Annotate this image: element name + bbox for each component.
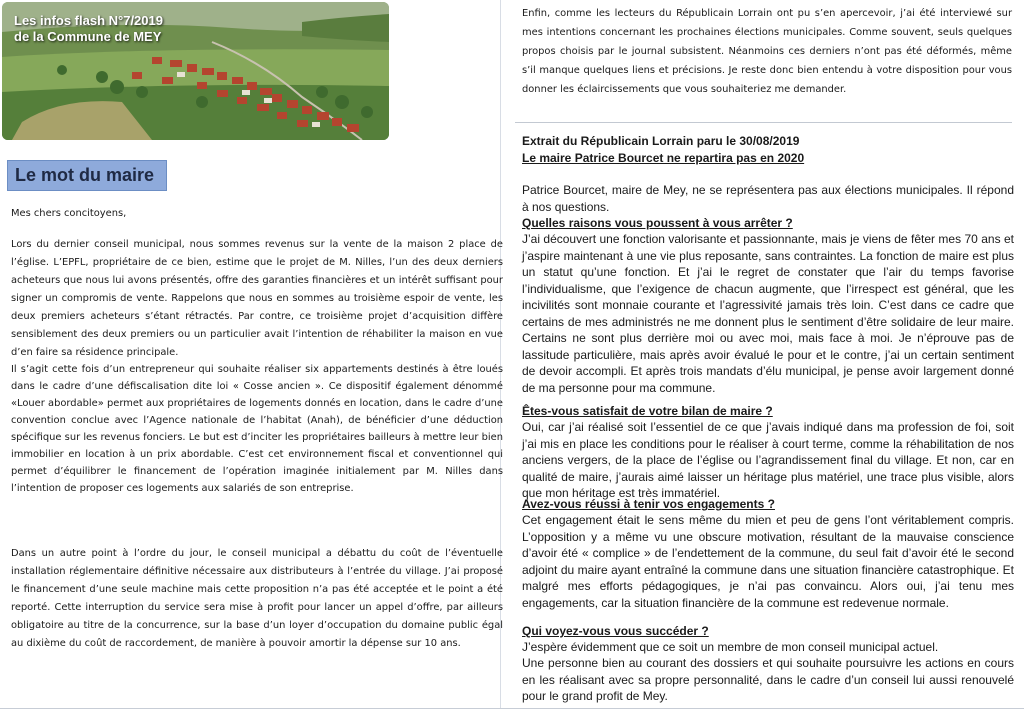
paragraph-maison-eglise: Lors du dernier conseil municipal, nous sommes revenus sur la vente de la maison 2 place de l’église. L’EPFL, propriétaire de ce bien, estime que le projet de M. Nilles, l’un des deux derniers acheteurs que nous lui avons présentés, offre des garanties financières et un intérêt suffisant pour signer un compromis de vente. Rappelons que nous en sommes au troisième espoir de vente, les deux premiers acheteurs s’étant rétractés. Par contre, ce troisième projet d’acquisition diffère sensiblement des deux premiers ou un particulier avait l’intention de réhabiliter la maison en vue d’en faire sa résidence principale. [11,239,503,358]
answer-engagements: Cet engagement était le sens même du mien et peu de gens l’ont véritablement compris. L’opposition y a même vu une obscure motivation, résultant de la mauvaise conscience d’avoir été « complice » de l’endettement de la commune, du seul fait d’avoir été le second adjoint du maire ayant entraîné la commune dans une situation financière catastrophique. Et malgré mes efforts pédagogiques, je n’ai pas convaincu. Alors oui, j’ai tenu mes engagements, car la situation financière de la commune est redevenue normale. [522,513,1014,610]
article-source: Extrait du Républicain Lorrain paru le 30/08/2019 [522,134,800,148]
newsletter-title-line1: Les infos flash N°7/2019 [14,13,163,28]
newsletter-title-line2: de la Commune de MEY [14,29,162,44]
article-headline: Le maire Patrice Bourcet ne repartira pas en 2020 [522,151,805,165]
interview-intro: Enfin, comme les lecteurs du Républicain Lorrain ont pu s’en apercevoir, j’ai été interviewé sur mes intentions concernant les prochaines élections municipales. Comme souvent, seuls quelques propos choisis par le journal subsistent. Néanmoins ces derniers n’ont pas été déformés, même s’il manque quelques liens et précisions. Je reste donc bien entendu à votre disposition pour vous donner les éclaircissements que vous souhaiteriez me demander. [522,8,1012,95]
question-engagements: Avez-vous réussi à tenir vos engagements ? [522,497,775,511]
section-title-box [7,160,167,191]
village-aerial-photo [2,2,389,140]
answer-raisons: J’ai découvert une fonction valorisante et passionnante, mais je viens de fêter mes 70 ans et j’aspire maintenant à une vie plus reposante, sans contraintes. La fonction de maire est plus un statut qu’une fonction. Et j’ai le regret de constater que l’air du temps favorise l’individualisme, que l’exigence de chacun augmente, que l’irrespect est général, que les incivilités sont monnaie courante et l’agressivité jamais très loin. C’est dans ce cadre que certains de mes administrés ne me donnent plus le sentiment d’être solidaire de leur maire. Certains ne sont plus derrière moi ou avec moi, mais face à moi. Je n’éprouve pas de lassitude particulière, mais après avoir évalué le pour et le contre, j’ai un certain sentiment de devoir accompli. Et après trois mandats d’élu municipal, je pense avoir largement donné de ma personne pour ma commune. [522,232,1014,395]
newsletter-title [14,13,163,45]
question-succession: Qui voyez-vous vous succéder ? [522,624,709,638]
section-title: Le mot du maire [15,165,155,185]
article-lead: Patrice Bourcet, maire de Mey, ne se représentera pas aux élections municipales. Il répond à nos questions. [522,183,1014,214]
answer-succession-1: J’espère évidemment que ce soit un membre de mon conseil municipal actuel. [522,640,939,654]
answer-bilan: Oui, car j’ai réalisé soit l’essentiel de ce que j’avais indiqué dans ma profession de foi, soit j’ai mis en place les conditions pour le réaliser à court terme, comme la réhabilitation de nos anciens vergers, de la place de l’église ou l’agrandissement final du village. Et non, car en qualité de maire, j’aurais aimé laisser un héritage plus matériel, une trace plus visible, alors que mon héritage est très immatériel. [522,420,1014,500]
greeting: Mes chers concitoyens, [11,208,127,219]
paragraph-loi-cosse: Il s’agit cette fois d’un entrepreneur qui souhaite réaliser six appartements destinés à être loués dans le cadre d’une défiscalisation dite loi « Cosse ancien ». Ce dispositif également dénommé «Louer abordable» permet aux propriétaires de logements donnés en location, dans le cadre d’une convention conclue avec l’Agence nationale de l’habitat (Anah), de bénéficier d’une déduction spécifique sur les revenus fonciers. Le but est d’inciter les propriétaires bailleurs à mettre leur bien immobilier en location à un prix abordable. C’est cet environnement fiscal et conventionnel qui permet d’équilibrer le financement de l’opération imaginée initialement par M. Nilles dans l’intention de proposer ces logements aux salariés de son entreprise. [11,364,503,494]
right-separator [515,122,1012,123]
paragraph-distributeurs: Dans un autre point à l’ordre du jour, le conseil municipal a débattu du coût de l’éventuelle installation réglementaire définitive nécessaire aux distributeurs à l’entrée du village. J’ai proposé le financement d’une seule machine mais cette proposition n’a pas été acceptée et le point a été reporté. Cette interruption du service sera mise à profit pour lancer un appel d’offre, par ailleurs obligatoire au titre de la concurrence, sur la base d’un loyer d’occupation du domaine public égal au dixième du coût de raccordement, de manière à pouvoir amortir la dépense sur 10 ans. [11,548,503,649]
answer-succession-2: Une personne bien au courant des dossiers et qui souhaite poursuivre les actions en cours en les réalisant avec sa propre personnalité, dans le cadre d’un conseil lui aussi renouvelé pour le grand profit de Mey. [522,656,1014,703]
question-bilan: Êtes-vous satisfait de votre bilan de maire ? [522,404,773,418]
question-raisons: Quelles raisons vous poussent à vous arrêter ? [522,216,793,230]
